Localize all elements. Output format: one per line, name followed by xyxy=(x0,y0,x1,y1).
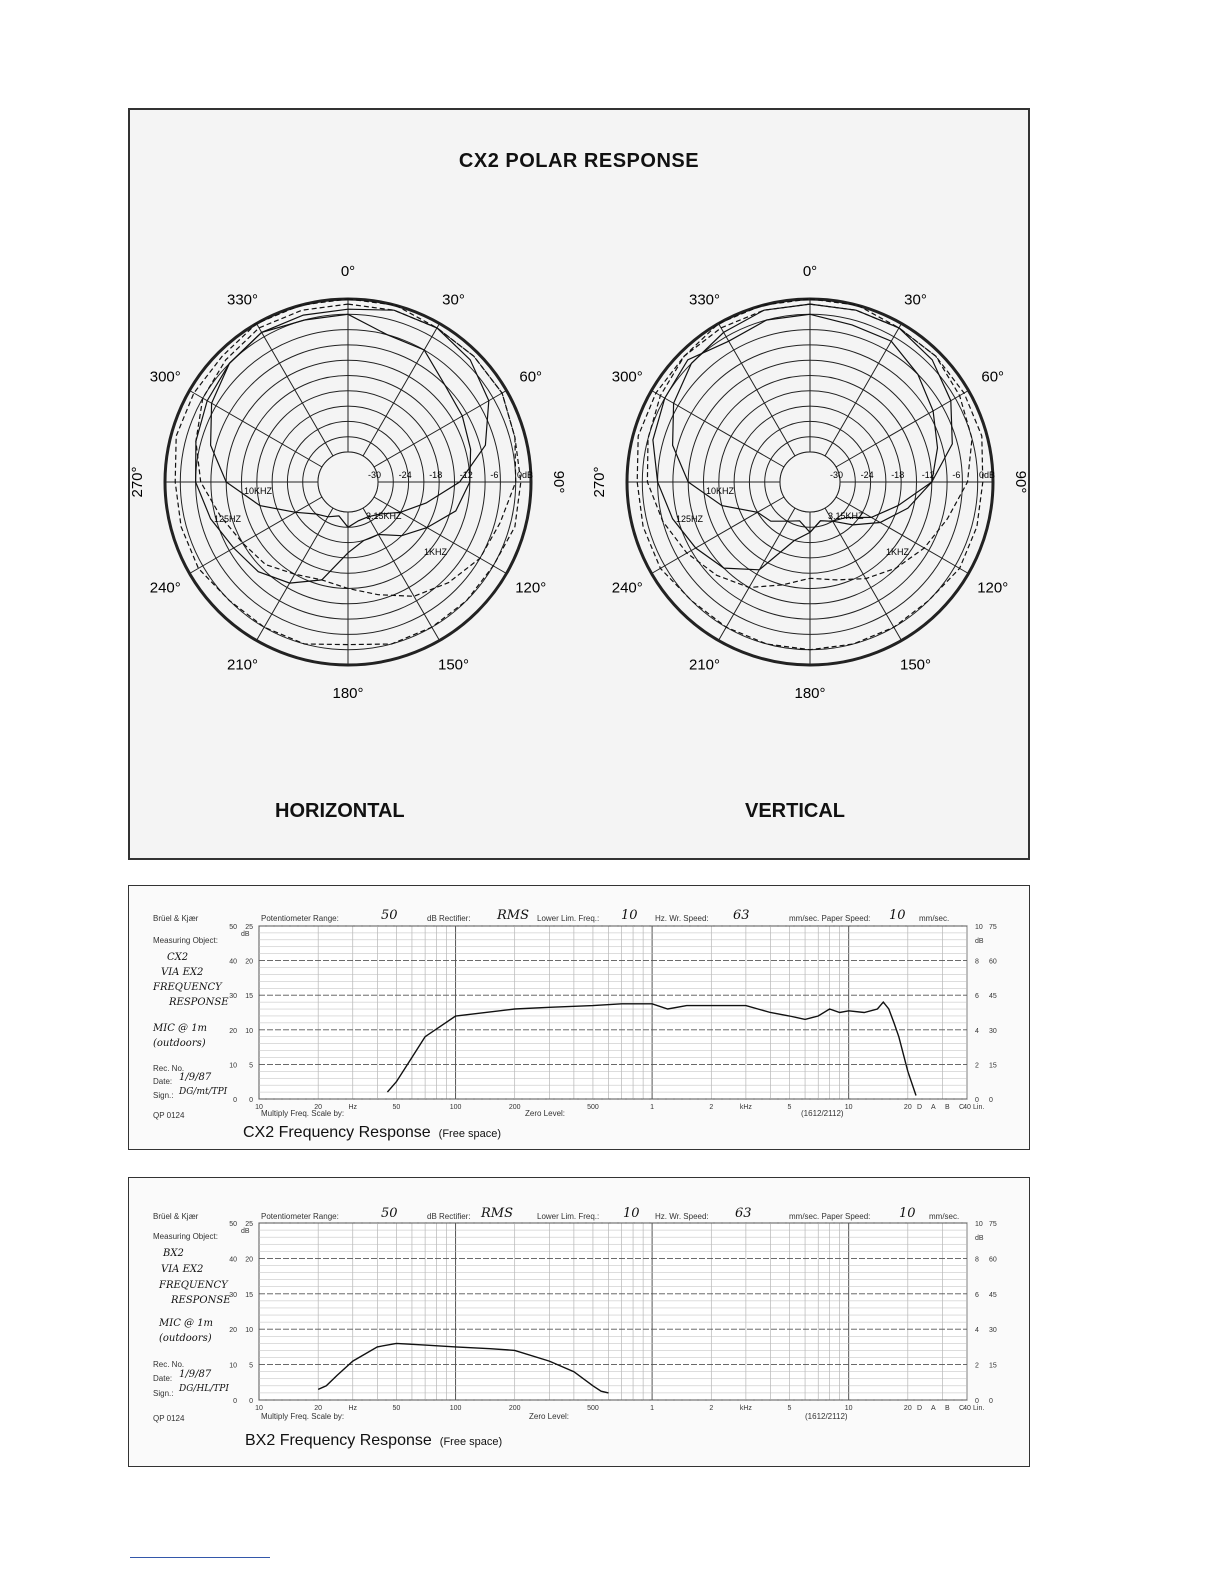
fr-x-tick: 500 xyxy=(587,1104,599,1111)
fr-left-scale-a: 0 xyxy=(233,1398,237,1405)
fr-left-scale-b: 5 xyxy=(249,1062,253,1070)
polar-db-label: -18 xyxy=(891,470,905,480)
note-line-3: FREQUENCY xyxy=(159,1280,228,1291)
fr-x-tick: 5 xyxy=(787,1405,792,1412)
paper-speed-value: 10 xyxy=(889,908,906,923)
polar-chart-horizontal xyxy=(129,263,567,702)
lower-lim-label: Lower Lim. Freq.: xyxy=(537,914,600,923)
sign-value: DG/HL/TPI xyxy=(179,1384,229,1394)
polar-db-label: -6 xyxy=(952,470,961,480)
measuring-object-label: Measuring Object: xyxy=(153,936,218,945)
polar-angle-label: 210° xyxy=(226,656,259,674)
fr-left-scale-a: 30 xyxy=(229,993,237,1001)
polar-angle-label: 120° xyxy=(977,579,1009,597)
polar-angle-label: 240° xyxy=(611,579,643,597)
polar-curve-10khz xyxy=(196,314,471,583)
fr-weight-label: A xyxy=(931,1405,936,1412)
lower-lim-label: Lower Lim. Freq.: xyxy=(537,1212,600,1221)
polar-angle-label: 90° xyxy=(550,470,567,494)
fr-x-tick: 20 xyxy=(314,1104,323,1111)
polar-db-label: -24 xyxy=(860,470,874,480)
fr-weight-label: C xyxy=(959,1405,965,1412)
wr-speed-value: 63 xyxy=(733,908,750,923)
polar-angle-label: 150° xyxy=(437,656,470,674)
fr-left-scale-b: 15 xyxy=(245,993,253,1001)
fr-x-tick: 50 xyxy=(392,1405,401,1412)
rectifier-label: dB Rectifier: xyxy=(427,1212,471,1221)
polar-curve-1khz xyxy=(196,304,516,596)
polar-angle-label: 330° xyxy=(226,291,259,309)
fr-right-scale-a: 8 xyxy=(975,1256,979,1264)
polar-db-label: -24 xyxy=(398,470,412,480)
multiply-label: Multiply Freq. Scale by: xyxy=(261,1109,345,1118)
fr-db-unit-left: dB xyxy=(241,930,250,938)
fr-db-unit-right: dB xyxy=(975,1235,984,1243)
note-line-1: BX2 xyxy=(163,1248,184,1259)
fr-x-tick: 20 xyxy=(903,1104,912,1111)
polar-db-label: 0dB xyxy=(979,470,996,480)
fr-weight-label: B xyxy=(945,1104,950,1111)
polar-db-label: -30 xyxy=(830,470,844,480)
polar-db-label: -18 xyxy=(429,470,443,480)
polar-db-label: -12 xyxy=(921,470,935,480)
fr-x-tick: 100 xyxy=(449,1405,462,1412)
mm-sec-label: mm/sec. xyxy=(929,1212,960,1221)
polar-curve-label: 125HZ xyxy=(214,514,242,524)
fr-left-scale-a: 40 xyxy=(229,1256,237,1264)
fr-x-tick: 20 xyxy=(314,1405,323,1412)
polar-angle-label: 270° xyxy=(129,466,146,498)
note-mic: MIC @ 1m xyxy=(153,1023,208,1034)
fr-x-tick: 100 xyxy=(449,1104,462,1111)
zero-level-label: Zero Level: xyxy=(529,1412,570,1421)
bx2-caption-title: BX2 Frequency Response xyxy=(245,1432,432,1449)
sign-value: DG/mt/TPI xyxy=(179,1087,228,1097)
fr-right-scale-b: 0 xyxy=(989,1398,993,1405)
fr-right-scale-a: 6 xyxy=(975,993,979,1001)
fr-x-tick: 40 xyxy=(963,1104,971,1111)
polar-angle-label: 180° xyxy=(794,685,826,702)
fr-weight-label: A xyxy=(931,1104,936,1111)
polar-angle-label: 30° xyxy=(442,291,465,309)
recorder-brand: Brüel & Kjær xyxy=(153,1212,199,1221)
multiply-label: Multiply Freq. Scale by: xyxy=(261,1412,345,1421)
polar-db-label: 0dB xyxy=(517,470,534,480)
polar-angle-label: 30° xyxy=(904,291,927,309)
cx2-caption-title: CX2 Frequency Response xyxy=(243,1124,431,1141)
fr-hz-label: Hz xyxy=(348,1104,358,1111)
polar-db-label: -6 xyxy=(490,470,499,480)
recorder-brand: Brüel & Kjær xyxy=(153,914,199,923)
date-value: 1/9/87 xyxy=(179,1072,212,1083)
potentiometer-label: Potentiometer Range: xyxy=(261,914,339,923)
polar-curve-label: 1KHZ xyxy=(424,547,448,557)
note-line-4: RESPONSE xyxy=(169,997,229,1008)
fr-x-tick: kHz xyxy=(739,1104,752,1111)
fr-right-scale-b: 15 xyxy=(989,1362,997,1370)
fr-weight-label: Lin. xyxy=(973,1104,985,1111)
fr-x-tick: 2 xyxy=(709,1104,714,1111)
polar-angle-label: 300° xyxy=(149,368,181,386)
fr-left-scale-b: 25 xyxy=(245,924,253,931)
polar-angle-label: 0° xyxy=(802,263,818,280)
zero-level-label: Zero Level: xyxy=(525,1109,566,1118)
paper-speed-value: 10 xyxy=(899,1206,916,1221)
bx2-frequency-panel xyxy=(128,1177,1030,1467)
polar-angle-label: 270° xyxy=(591,466,608,498)
polar-angle-label: 90° xyxy=(1012,470,1029,494)
fr-left-scale-b: 25 xyxy=(245,1221,253,1228)
horizontal-caption: HORIZONTAL xyxy=(275,800,405,822)
paper-speed-label: mm/sec. Paper Speed: xyxy=(789,1212,871,1221)
fr-left-scale-a: 10 xyxy=(229,1062,237,1070)
fr-right-scale-b: 30 xyxy=(989,1027,997,1035)
fr-x-tick: 200 xyxy=(508,1104,521,1111)
fr-right-scale-b: 75 xyxy=(989,924,997,931)
polar-charts-svg xyxy=(130,110,1030,860)
fr-right-scale-a: 10 xyxy=(975,1221,983,1228)
fr-left-scale-b: 15 xyxy=(245,1291,253,1299)
polar-center-circle xyxy=(780,452,840,512)
fr-weight-label: B xyxy=(945,1405,950,1412)
polar-center-circle xyxy=(318,452,378,512)
fr-x-tick: 50 xyxy=(392,1104,401,1111)
polar-chart-vertical xyxy=(591,263,1029,702)
fr-right-scale-b: 45 xyxy=(989,993,997,1001)
polar-angle-label: 210° xyxy=(688,656,721,674)
fr-right-scale-a: 6 xyxy=(975,1291,979,1299)
rectifier-value: RMS xyxy=(497,908,530,923)
fr-plot-area xyxy=(259,1223,967,1400)
polar-angle-label: 120° xyxy=(515,579,547,597)
fr-x-tick: kHz xyxy=(739,1405,752,1412)
fr-x-tick: 200 xyxy=(508,1405,521,1412)
fr-x-tick: 10 xyxy=(255,1405,263,1412)
note-line-4: RESPONSE xyxy=(171,1295,231,1306)
date-label: Date: xyxy=(153,1077,173,1086)
mm-sec-label: mm/sec. xyxy=(919,914,950,923)
measuring-object-label: Measuring Object: xyxy=(153,1232,218,1241)
fr-right-scale-a: 2 xyxy=(975,1062,979,1070)
page-footer-rule xyxy=(130,1557,270,1558)
fr-right-scale-b: 15 xyxy=(989,1062,997,1070)
fr-left-scale-b: 0 xyxy=(249,1097,253,1104)
fr-right-scale-a: 4 xyxy=(975,1027,979,1035)
polar-angle-label: 60° xyxy=(981,368,1005,386)
polar-angle-label: 330° xyxy=(688,291,721,309)
lower-lim-value: 10 xyxy=(621,908,638,923)
fr-weight-label: D xyxy=(917,1405,923,1412)
fr-left-scale-b: 10 xyxy=(245,1327,253,1335)
note-outdoors: (outdoors) xyxy=(153,1038,206,1049)
fr-left-scale-a: 20 xyxy=(229,1327,237,1335)
fr-right-scale-a: 10 xyxy=(975,924,983,931)
sign-label: Sign.: xyxy=(153,1389,174,1398)
fr-x-tick: 10 xyxy=(844,1104,853,1111)
rectifier-value: RMS xyxy=(481,1206,514,1221)
polar-angle-label: 150° xyxy=(899,656,932,674)
polar-curve-label: 1KHZ xyxy=(886,547,910,557)
fr-x-tick: 10 xyxy=(844,1405,853,1412)
fr-right-scale-b: 0 xyxy=(989,1097,993,1104)
form-number: QP 0124 xyxy=(153,1111,185,1120)
fr-x-tick: 1 xyxy=(650,1104,655,1111)
fr-weight-label: D xyxy=(917,1104,923,1111)
fr-left-scale-a: 50 xyxy=(229,924,237,931)
fr-chart xyxy=(229,924,997,1111)
wr-speed-label: Hz. Wr. Speed: xyxy=(655,914,709,923)
cx2-caption xyxy=(243,1124,501,1142)
date-label: Date: xyxy=(153,1374,173,1383)
note-mic: MIC @ 1m xyxy=(159,1318,214,1329)
fr-right-scale-b: 75 xyxy=(989,1221,997,1228)
date-value: 1/9/87 xyxy=(179,1369,212,1380)
form-number: QP 0124 xyxy=(153,1414,185,1423)
fr-chart xyxy=(229,1221,997,1412)
note-line-3: FREQUENCY xyxy=(153,982,222,993)
polar-response-panel xyxy=(128,108,1030,860)
polar-angle-label: 300° xyxy=(611,368,643,386)
polar-db-label: -30 xyxy=(368,470,382,480)
rec-no-label: Rec. No. xyxy=(153,1360,185,1369)
fr-left-scale-a: 10 xyxy=(229,1362,237,1370)
cx2-caption-subtitle: (Free space) xyxy=(438,1128,502,1140)
polar-curve-label: 10KHZ xyxy=(706,486,735,496)
fr-left-scale-b: 20 xyxy=(245,958,253,966)
cx2-frequency-panel xyxy=(128,885,1030,1150)
fr-right-scale-a: 2 xyxy=(975,1362,979,1370)
bx2-caption-subtitle: (Free space) xyxy=(439,1436,503,1448)
fr-right-scale-a: 8 xyxy=(975,958,979,966)
polar-curve-label: 10KHZ xyxy=(244,486,273,496)
polar-angle-label: 180° xyxy=(332,685,364,702)
fr-db-unit-left: dB xyxy=(241,1228,250,1236)
bx2-frequency-chart xyxy=(129,1178,1030,1467)
polar-curve-label: 125HZ xyxy=(676,514,704,524)
fr-right-scale-a: 0 xyxy=(975,1097,979,1104)
fr-left-scale-a: 30 xyxy=(229,1291,237,1299)
fr-x-tick: 20 xyxy=(903,1405,912,1412)
fr-left-scale-b: 0 xyxy=(249,1398,253,1405)
fr-left-scale-a: 40 xyxy=(229,958,237,966)
polar-angle-label: 240° xyxy=(149,579,181,597)
note-line-2: VIA EX2 xyxy=(161,967,204,978)
fr-right-scale-b: 60 xyxy=(989,1256,997,1264)
fr-x-tick: 40 xyxy=(963,1405,971,1412)
fr-right-scale-b: 45 xyxy=(989,1291,997,1299)
note-line-1: CX2 xyxy=(167,952,189,963)
fr-x-tick: 1 xyxy=(650,1405,655,1412)
fr-left-scale-a: 20 xyxy=(229,1027,237,1035)
fr-left-scale-a: 50 xyxy=(229,1221,237,1228)
vertical-caption: VERTICAL xyxy=(745,800,845,822)
fr-hz-label: Hz xyxy=(348,1405,358,1412)
polar-title: CX2 POLAR RESPONSE xyxy=(458,150,700,172)
wr-speed-value: 63 xyxy=(735,1206,752,1221)
fr-x-tick: 500 xyxy=(587,1405,599,1412)
rectifier-label: dB Rectifier: xyxy=(427,914,471,923)
potentiometer-value: 50 xyxy=(381,908,398,923)
sign-label: Sign.: xyxy=(153,1091,174,1100)
polar-angle-label: 0° xyxy=(340,263,356,280)
polar-angle-label: 60° xyxy=(519,368,543,386)
fr-right-scale-b: 30 xyxy=(989,1327,997,1335)
polar-curve-label: 3.15KHZ xyxy=(828,511,864,521)
fr-right-scale-a: 4 xyxy=(975,1327,979,1335)
note-line-2: VIA EX2 xyxy=(161,1264,204,1275)
wr-speed-label: Hz. Wr. Speed: xyxy=(655,1212,709,1221)
rec-no-label: Rec. No. xyxy=(153,1064,185,1073)
polar-db-label: -12 xyxy=(459,470,473,480)
fr-left-scale-b: 20 xyxy=(245,1256,253,1264)
fr-weight-label: Lin. xyxy=(973,1405,985,1412)
potentiometer-value: 50 xyxy=(381,1206,398,1221)
fr-x-tick: 10 xyxy=(255,1104,263,1111)
fr-db-unit-right: dB xyxy=(975,937,984,945)
polar-curve-label: 3.15KHZ xyxy=(366,511,402,521)
fr-right-scale-b: 60 xyxy=(989,958,997,966)
fr-left-scale-a: 0 xyxy=(233,1097,237,1104)
lower-lim-value: 10 xyxy=(623,1206,640,1221)
paper-speed-label: mm/sec. Paper Speed: xyxy=(789,914,871,923)
fr-x-tick: 5 xyxy=(787,1104,792,1111)
model-code: (1612/2112) xyxy=(805,1412,848,1421)
fr-left-scale-b: 5 xyxy=(249,1362,253,1370)
bx2-caption xyxy=(245,1432,502,1450)
model-code: (1612/2112) xyxy=(801,1109,844,1118)
potentiometer-label: Potentiometer Range: xyxy=(261,1212,339,1221)
note-outdoors: (outdoors) xyxy=(159,1333,212,1344)
fr-x-tick: 2 xyxy=(709,1405,714,1412)
fr-weight-label: C xyxy=(959,1104,965,1111)
fr-right-scale-a: 0 xyxy=(975,1398,979,1405)
fr-left-scale-b: 10 xyxy=(245,1027,253,1035)
